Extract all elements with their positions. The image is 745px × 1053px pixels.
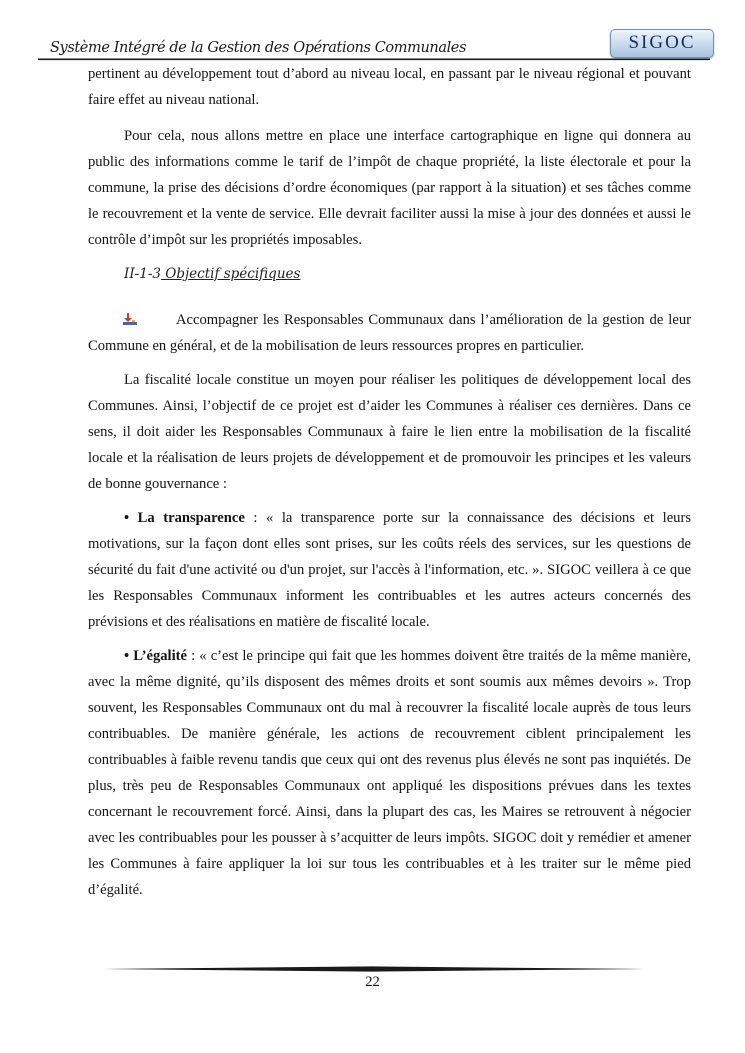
transparence-label: • La transparence	[124, 510, 245, 526]
paragraph-cartographic-interface: Pour cela, nous allons mettre en place une interface cartographique en ligne qui donnera au public des informations comme le tarif de l’impôt de chaque propriété, la liste électorale et pour la commune, la prise des décisions d’ordre économiques (par rapport à la situation) et ses tâches comme le recouvrement et la vente de service. Elle devrait faciliter aussi la mise à jour des données et aussi le contrôle d’impôt sur les propriétés imposables.	[88, 128, 691, 248]
arrow-bullet-icon	[122, 312, 138, 326]
sigoc-logo	[610, 29, 714, 58]
paragraph-fiscalite-locale: La fiscalité locale constitue un moyen pour réaliser les politiques de développement local des Communes. Ainsi, l’objectif de ce projet est d’aider les Communes à réaliser ces dernières. Dans ce sens, il doit aider les Responsables Communaux à faire le lien entre la mobilisation de la fiscalité locale et la réalisation de leurs projets de développement et de promouvoir les principes et les valeurs de bonne gouvernance :	[88, 372, 691, 492]
section-heading	[124, 261, 691, 287]
bullet-item	[88, 307, 691, 359]
paragraph-egalite	[88, 643, 691, 903]
egalite-text: : « c’est le principe qui fait que les hommes doivent être traités de la même manière, avec la même dignité, qu’ils disposent des mêmes droits et sont soumis aux mêmes devoirs ». Trop souvent, les Responsables Communaux ont du mal à recouvrer la fiscalité locale auprès de tous leurs contribuables. De manière générale, les actions de recouvrement ciblent principalement les contribuables à faible revenu tandis que ceux qui ont des revenus plus élevés ne sont pas inquiétés. De plus, très peu de Responsables Communaux ont appliqué les dispositions prévues dans les textes concernant le recouvrement forcé. Ainsi, dans la plupart des cas, les Maires se retrouvent à négocier avec les contribuables pour les pousser à s’acquitter de leurs impôts. SIGOC doit y remédier et amener les Communes à faire appliquer la loi sur tous les contribuables et à les traiter sur le même pied d’égalité.	[88, 648, 691, 898]
logo-text: SIGOC	[628, 32, 696, 53]
paragraph-intro-continued: pertinent au développement tout d’abord au niveau local, en passant par le niveau régional et pouvant faire effet au niveau national.	[88, 66, 691, 108]
bullet-item-text: Accompagner les Responsables Communaux dans l’amélioration de la gestion de leur Commune en général, et de la mobilisation de leurs ressources propres en particulier.	[88, 312, 691, 354]
header-title: Système Intégré de la Gestion des Opérations Communales	[50, 40, 467, 56]
section-title: Objectif spécifiques	[160, 266, 301, 282]
section-number: II-1-3	[124, 266, 161, 282]
footer-rule	[103, 966, 643, 972]
page-content	[88, 61, 691, 911]
egalite-label: • L’égalité	[124, 648, 187, 664]
paragraph-transparence	[88, 505, 691, 635]
transparence-text: : « la transparence porte sur la connaissance des décisions et leurs motivations, sur la façon dont elles sont prises, sur les coûts réels des services, sur les questions de sécurité du fait d'une activité ou d'un projet, sur l'accès à l'information, etc. ». SIGOC veillera à ce que les Responsables Communaux informent les contribuables et les autres acteurs concernés des prévisions et des réalisations en matière de fiscalité locale.	[88, 510, 692, 630]
page-number: 22	[365, 974, 380, 990]
